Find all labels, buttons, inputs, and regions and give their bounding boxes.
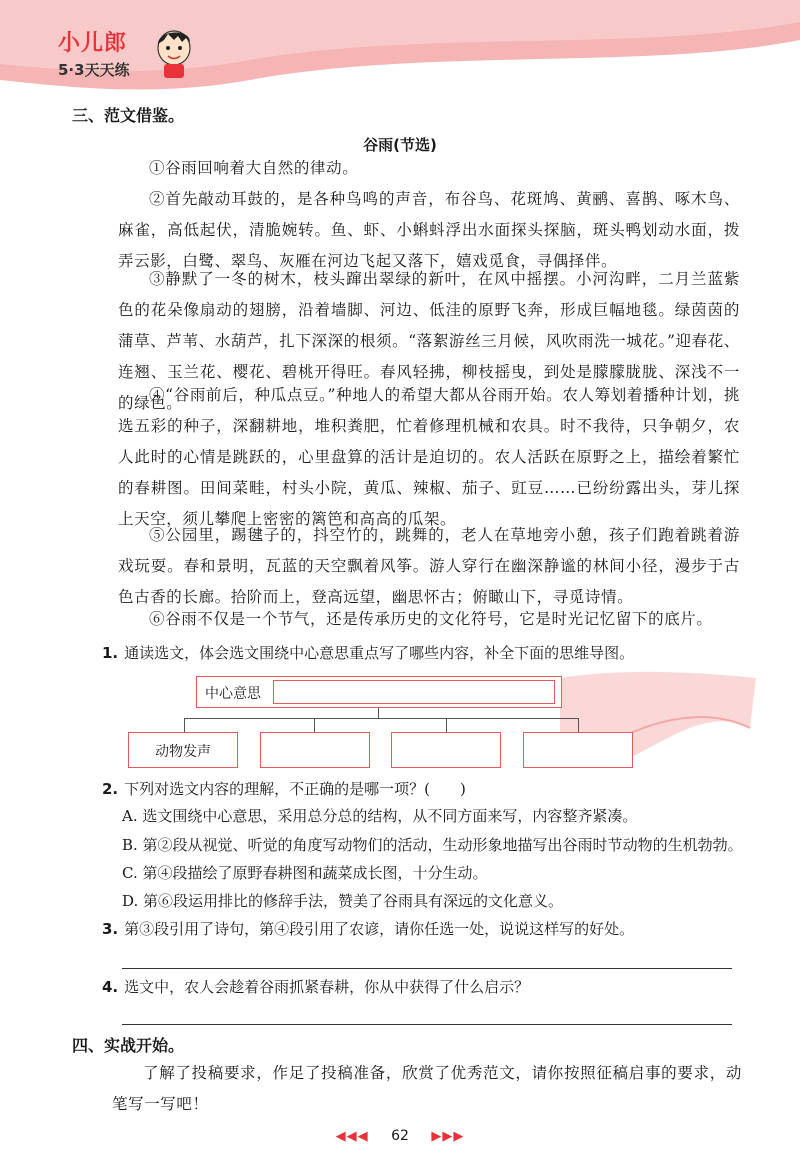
article-title: 谷雨(节选) xyxy=(363,136,437,154)
section-heading: 三、范文借鉴。 xyxy=(72,106,185,125)
option-b[interactable]: B. 第②段从视觉、听觉的角度写动物们的活动，生动形象地描写出谷雨时节动物的生机勃勃。 xyxy=(122,836,743,854)
question-3 xyxy=(102,916,752,942)
question-number: 2. xyxy=(102,780,119,798)
section-heading: 四、实战开始。 xyxy=(72,1036,185,1055)
question-text: 选文中，农人会趁着谷雨抓紧春耕，你从中获得了什么启示？ xyxy=(124,978,530,996)
question-4 xyxy=(102,974,752,1000)
page-footer xyxy=(0,1128,800,1144)
paragraph-3: ③静默了一冬的树木，枝头蹿出翠绿的新叶，在风中摇摆。小河沟畔，二月兰蓝紫色的花朵像扇动的翅膀，沿着墙脚、河边、低洼的原野飞奔，形成巨幅地毯。绿茵茵的蒲草、芦苇、水葫芦，扎下深深的根须。“落絮游丝三月候，风吹雨洗一城花。”迎春花、连翘、玉兰花、樱花、碧桃开得旺。春风轻拂，柳枝摇曳，到处是朦朦胧胧、深浅不一的绿色。 xyxy=(118,270,740,412)
mindmap-connector xyxy=(578,718,579,732)
question-2 xyxy=(102,776,752,802)
question-number: 1. xyxy=(102,644,119,662)
mindmap-branch-box[interactable] xyxy=(391,732,501,768)
question-number: 4. xyxy=(102,978,119,996)
mindmap-center-answer[interactable] xyxy=(273,680,555,704)
mindmap-branch-box[interactable] xyxy=(260,732,370,768)
question-1 xyxy=(102,640,752,666)
question-number: 3. xyxy=(102,920,119,938)
mindmap-connector xyxy=(446,718,447,732)
paragraph-1: ①谷雨回响着大自然的律动。 xyxy=(149,159,359,177)
option-c[interactable]: C. 第④段描绘了原野春耕图和蔬菜成长图，十分生动。 xyxy=(122,864,488,882)
logo-title: 小儿郎 xyxy=(58,31,128,56)
mindmap-branch-box xyxy=(128,732,238,768)
mindmap-branch-box[interactable] xyxy=(523,732,633,768)
paragraph-5: ⑤公园里，踢毽子的，抖空竹的，跳舞的，老人在草地旁小憩，孩子们跑着跳着游戏玩耍。春和景明，瓦蓝的天空飘着风筝。游人穿行在幽深静谧的林间小径，漫步于古色古香的长廊。拾阶而上，登高远望，幽思怀古；俯瞰山下，寻觅诗情。 xyxy=(118,526,740,606)
paragraph-6: ⑥谷雨不仅是一个节气，还是传承历史的文化符号，它是时光记忆留下的底片。 xyxy=(149,610,713,628)
mindmap-connector xyxy=(378,708,379,718)
next-arrows-icon: ▶▶▶ xyxy=(431,1129,465,1144)
answer-line[interactable] xyxy=(122,968,732,969)
question-text: 通读选文，体会选文围绕中心意思重点写了哪些内容，补全下面的思维导图。 xyxy=(124,644,635,662)
mindmap-connector xyxy=(184,718,578,719)
mindmap-center-box xyxy=(196,676,562,708)
paragraph-2: ②首先敲动耳鼓的，是各种鸟鸣的声音，布谷鸟、花斑鸠、黄鹂、喜鹊、啄木鸟、麻雀，高低起伏，清脆婉转。鱼、虾、小蝌蚪浮出水面探头探脑，斑头鸭划动水面，拨弄云影，白鹭、翠鸟、灰雁在河边飞起又落下，嬉戏觅食，寻偶择伴。 xyxy=(118,190,740,270)
section4-text: 了解了投稿要求，作足了投稿准备，欣赏了优秀范文，请你按照征稿启事的要求，动笔写一写吧！ xyxy=(112,1064,742,1113)
page-number: 62 xyxy=(391,1128,409,1144)
question-text: 第③段引用了诗句，第④段引用了农谚，请你任选一处，说说这样写的好处。 xyxy=(124,920,635,938)
mindmap-connector xyxy=(314,718,315,732)
option-a[interactable]: A. 选文围绕中心意思，采用总分总的结构，从不同方面来写，内容整齐紧凑。 xyxy=(122,807,638,825)
mindmap-branch-label: 动物发声 xyxy=(155,744,211,760)
answer-line[interactable] xyxy=(122,1024,732,1025)
brand-logo xyxy=(58,26,130,80)
prev-arrows-icon: ◀◀◀ xyxy=(335,1129,369,1144)
logo-subtitle: 5·3天天练 xyxy=(58,61,130,79)
mascot-boy-icon xyxy=(152,24,196,80)
option-d[interactable]: D. 第⑥段运用排比的修辞手法，赞美了谷雨具有深远的文化意义。 xyxy=(122,892,564,910)
paragraph-4: ④“谷雨前后，种瓜点豆。”种地人的希望大都从谷雨开始。农人筹划着播种计划，挑选五彩的种子，深翻耕地，堆积粪肥，忙着修理机械和农具。时不我待，只争朝夕，农人此时的心情是跳跃的，心里盘算的活计是迫切的。农人活跃在原野之上，描绘着繁忙的春耕图。田间菜畦，村头小院，黄瓜、辣椒、茄子、豇豆……已纷纷露出头，芽儿探上天空，须儿攀爬上密密的篱笆和高高的瓜架。 xyxy=(118,386,740,528)
question-text: 下列对选文内容的理解，不正确的是哪一项？( ) xyxy=(124,780,466,798)
mindmap-center-label: 中心意思 xyxy=(205,686,261,702)
mindmap-connector xyxy=(184,718,185,732)
